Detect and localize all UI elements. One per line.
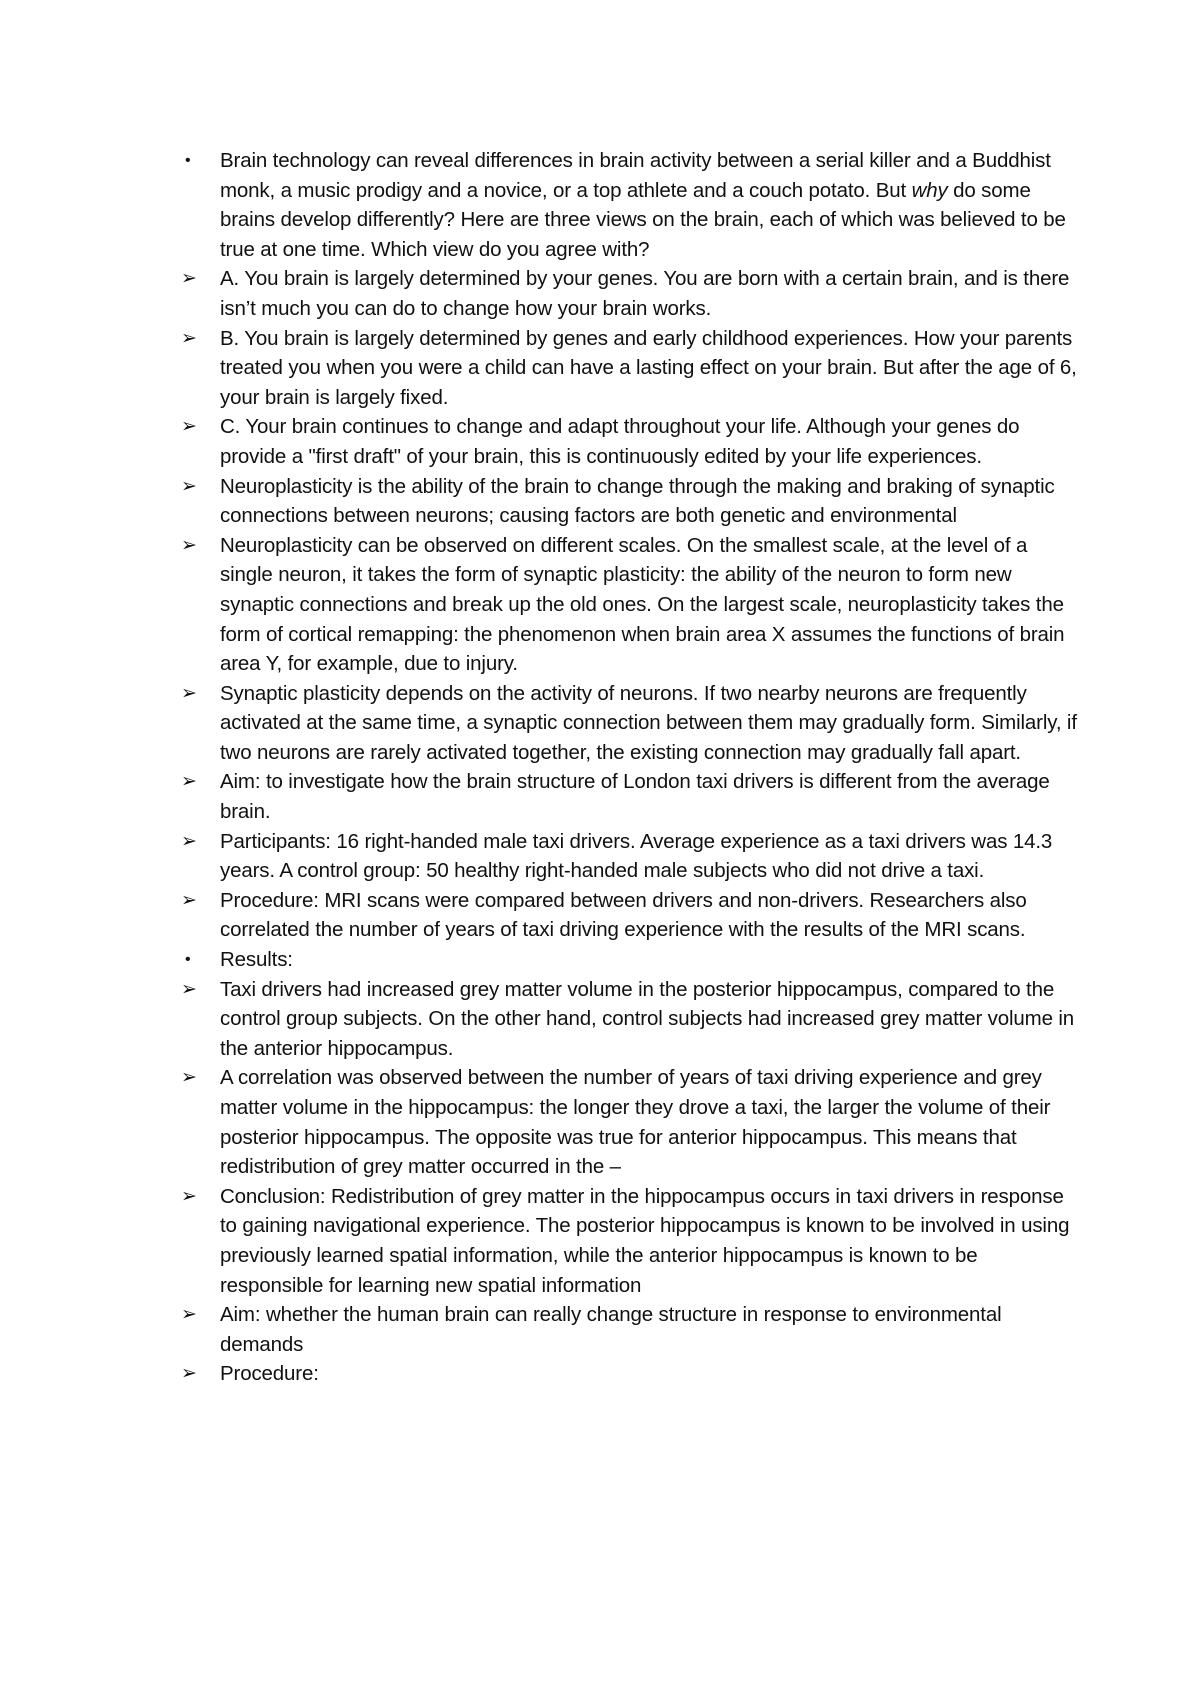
list-item [181, 264, 1081, 323]
list-item [181, 1182, 1081, 1300]
list-item [181, 1063, 1081, 1181]
item-text: C. Your brain continues to change and adapt throughout your life. Although your genes do provide a "first draft" of your brain, this is continuously edited by your life experiences. [220, 415, 1020, 468]
list-item [181, 146, 1081, 264]
arrow-bullet-icon: ➢ [181, 771, 197, 793]
list-item [181, 412, 1081, 471]
list-item [181, 1300, 1081, 1359]
bullet-icon: • [185, 951, 191, 969]
arrow-bullet-icon: ➢ [181, 268, 197, 290]
item-text: Taxi drivers had increased grey matter volume in the posterior hippocampus, compared to the control group subjects. On the other hand, control subjects had increased grey matter volume in the anterior hippocampus. [220, 977, 1075, 1060]
item-text: Aim: to investigate how the brain structure of London taxi drivers is different from the average brain. [220, 770, 1050, 824]
item-text: A. You brain is largely determined by your genes. You are born with a certain brain, and is there isn’t much you can do to change how your brain works. [220, 267, 1070, 320]
arrow-bullet-icon: ➢ [181, 1067, 197, 1089]
item-text: Procedure: MRI scans were compared between drivers and non-drivers. Researchers also correlated the number of years of taxi driving experience with the results of the MRI scans. [220, 888, 1027, 942]
list-item [181, 767, 1081, 826]
arrow-bullet-icon: ➢ [181, 416, 197, 438]
item-text: A correlation was observed between the number of years of taxi driving experience and grey matter volume in the hippocampus: the longer they drove a taxi, the larger the volume of their posterior hippocampus. The opposite was true for anterior hippocampus. This means that redistribution of grey matter occurred in the – [220, 1066, 1051, 1179]
item-text: Aim: whether the human brain can really change structure in response to environmental demands [220, 1303, 1002, 1356]
arrow-bullet-icon: ➢ [181, 1363, 197, 1385]
arrow-bullet-icon: ➢ [181, 327, 197, 349]
list-item [181, 886, 1081, 945]
list-item [181, 1359, 1081, 1389]
list-item [181, 531, 1081, 679]
arrow-bullet-icon: ➢ [181, 830, 197, 852]
item-text: Synaptic plasticity depends on the activity of neurons. If two nearby neurons are frequently activated at the same time, a synaptic connection between them may gradually form. Similarly, if two neurons are rarely activated together, the existing connection may gradually fall apart. [220, 681, 1077, 764]
list-item [181, 324, 1081, 413]
list-item [181, 945, 1081, 975]
arrow-bullet-icon: ➢ [181, 475, 197, 497]
item-text: Results: [220, 948, 293, 972]
list-item [181, 975, 1081, 1064]
arrow-bullet-icon: ➢ [181, 1185, 197, 1207]
item-text: Procedure: [220, 1362, 319, 1386]
item-text: Participants: 16 right-handed male taxi drivers. Average experience as a taxi drivers was 14.3 years. A control group: 50 healthy right-handed male subjects who did not drive a taxi. [220, 829, 1053, 883]
arrow-bullet-icon: ➢ [181, 534, 197, 556]
item-text: Neuroplasticity can be observed on different scales. On the smallest scale, at the level of a single neuron, it takes the form of synaptic plasticity: the ability of the neuron to form new synaptic connections and break up the old ones. On the largest scale, neuroplasticity takes the form of cortical remapping: the phenomenon when brain area X assumes the functions of brain area Y, for example, due to injury. [220, 533, 1065, 676]
list-item [181, 472, 1081, 531]
bullet-icon: • [185, 152, 191, 169]
emphasis-text: why [911, 178, 948, 202]
arrow-bullet-icon: ➢ [181, 889, 197, 911]
item-text: Conclusion: Redistribution of grey matter in the hippocampus occurs in taxi drivers in response to gaining navigational experience. The posterior hippocampus is known to be involved in using previously learned spatial information, while the anterior hippocampus is known to be responsible for learning new spatial information [220, 1184, 1070, 1297]
item-text: Neuroplasticity is the ability of the brain to change through the making and braking of synaptic connections between neurons; causing factors are both genetic and environmental [220, 474, 1055, 528]
item-text: B. You brain is largely determined by genes and early childhood experiences. How your parents treated you when you were a child can have a lasting effect on your brain. But after the age of 6, your brain is largely fixed. [220, 326, 1077, 409]
notes-list [181, 146, 1081, 1389]
list-item [181, 679, 1081, 768]
arrow-bullet-icon: ➢ [181, 1304, 197, 1326]
item-text: Brain technology can reveal differences in brain activity between a serial killer and a Buddhist monk, a music prodigy and a novice, or a top athlete and a couch potato. But why do some brains develop differently? Here are three views on the brain, each of which was believed to be true at one time. Which view do you agree with? [220, 149, 1066, 261]
arrow-bullet-icon: ➢ [181, 682, 197, 704]
list-item [181, 827, 1081, 886]
arrow-bullet-icon: ➢ [181, 978, 197, 1000]
